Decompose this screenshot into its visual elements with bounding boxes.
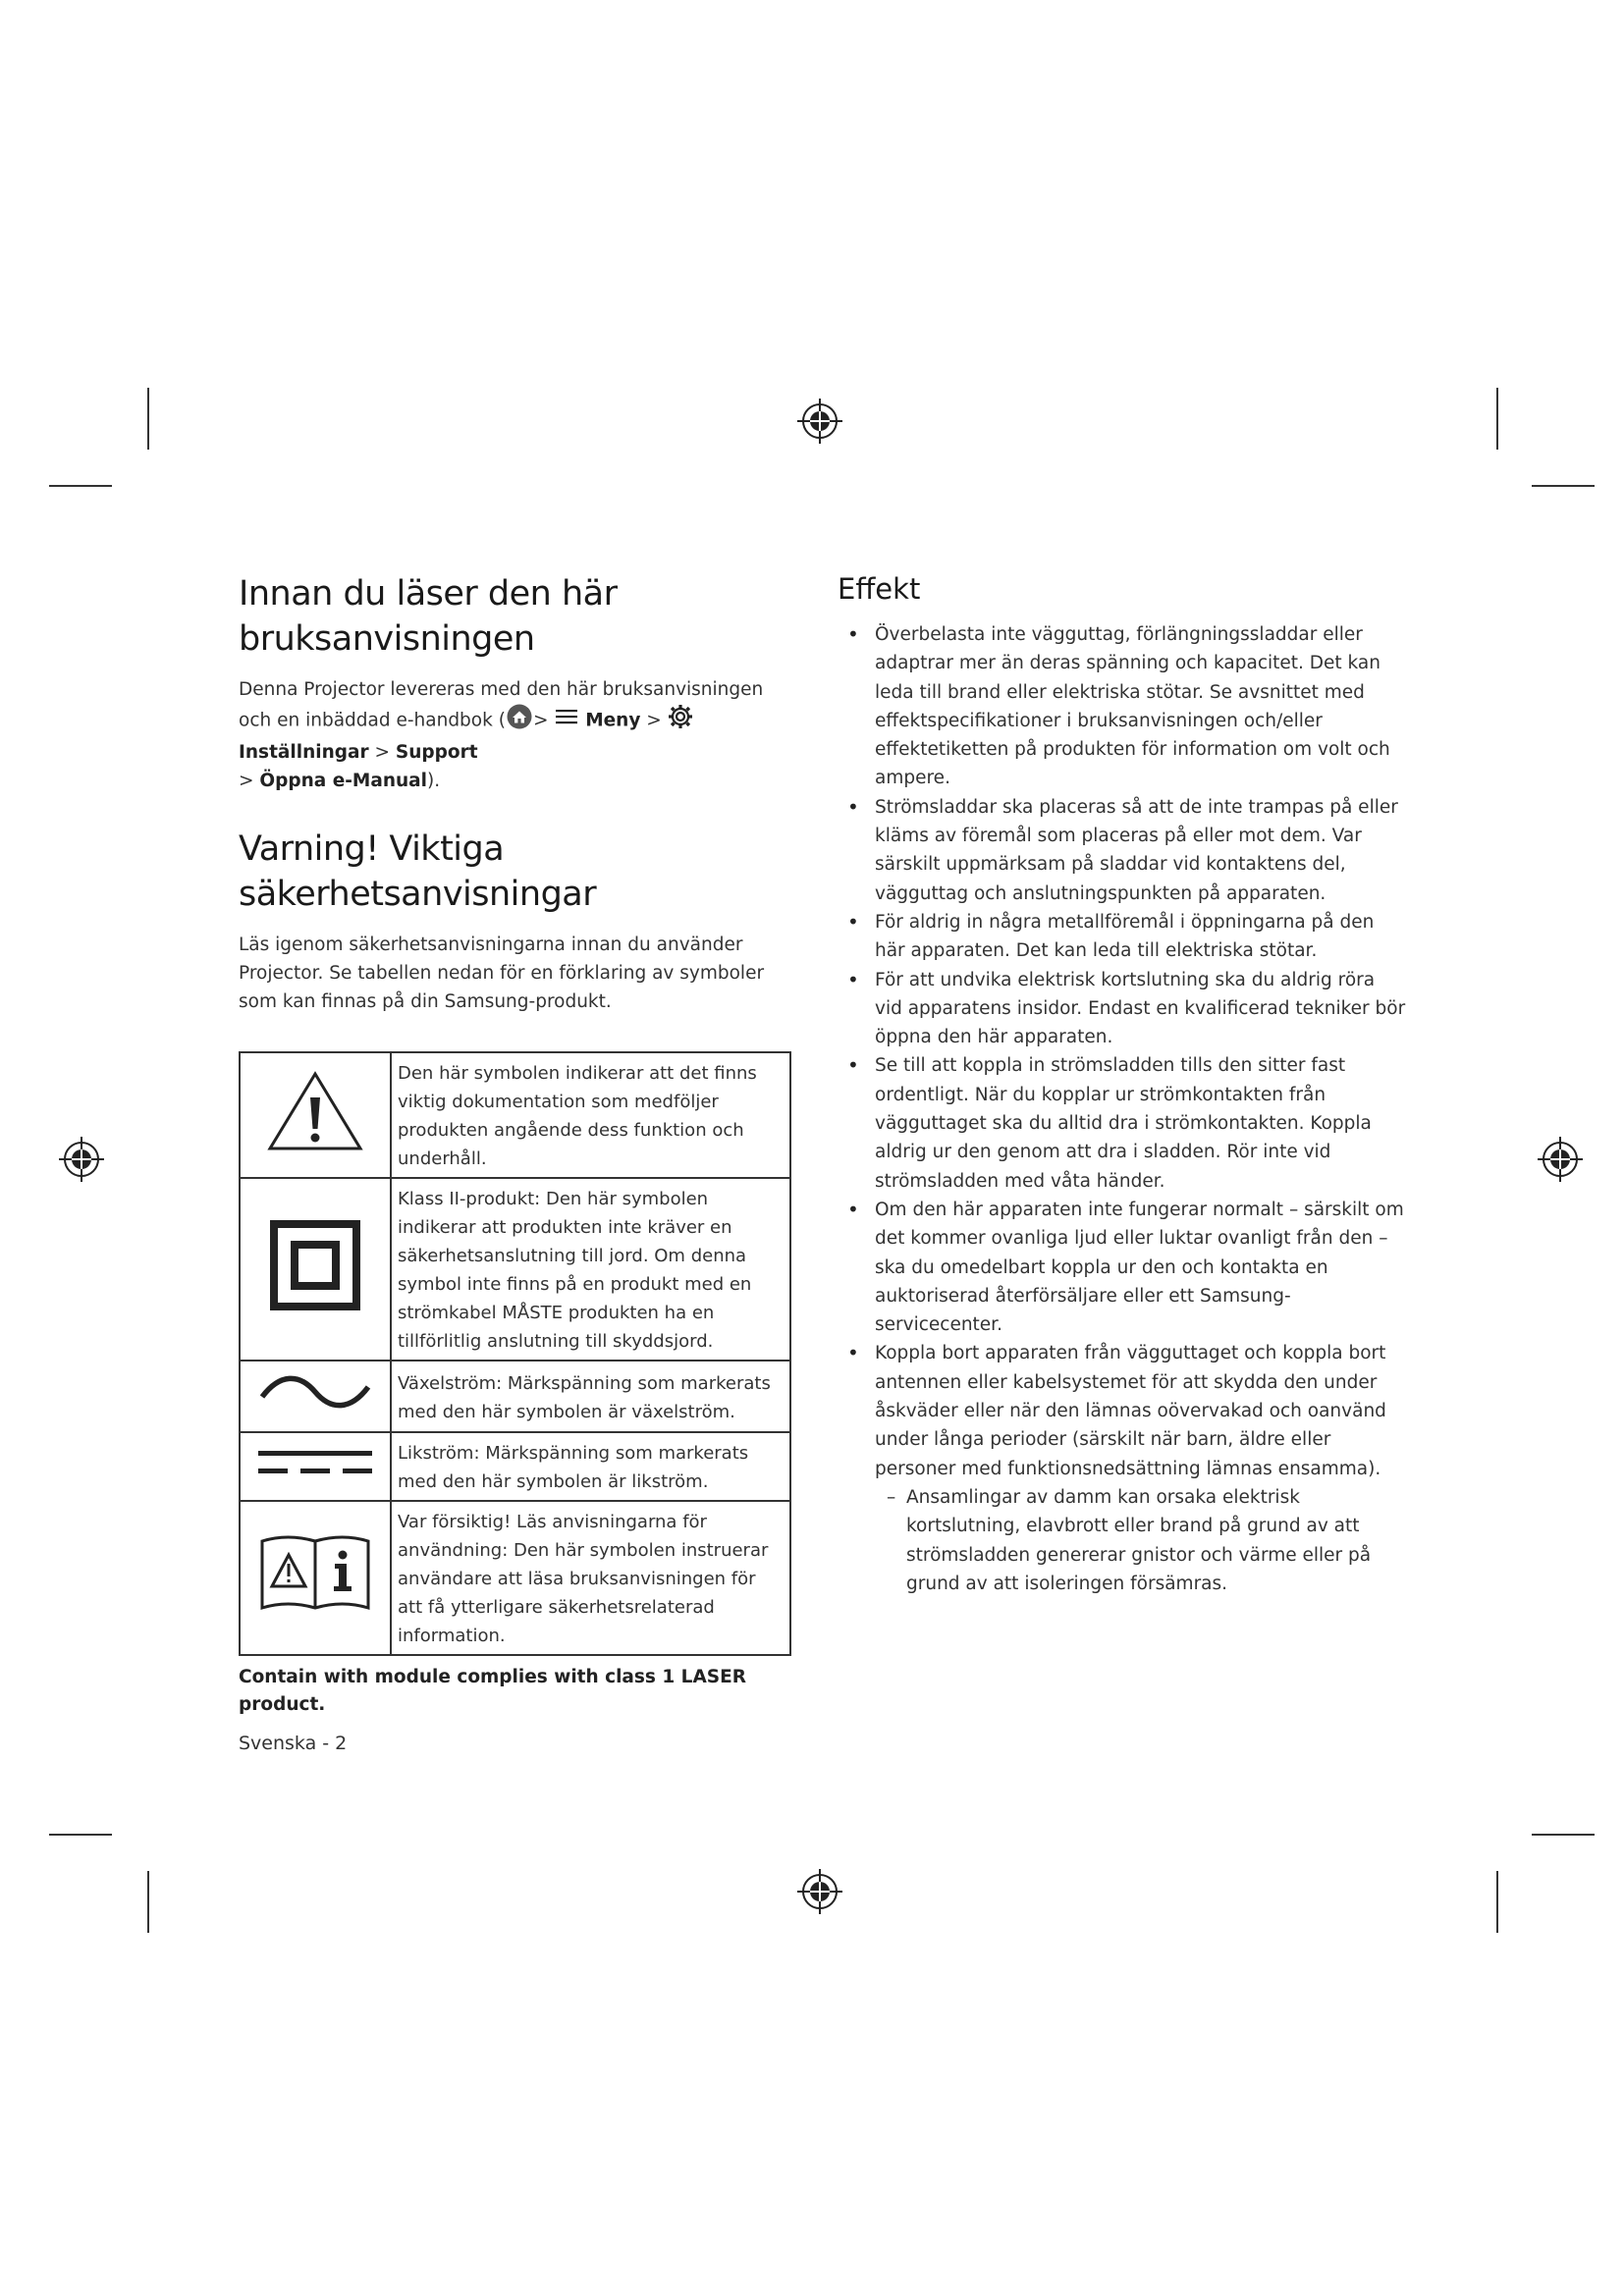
title-line: Varning! Viktiga bbox=[239, 829, 505, 869]
crop-mark-top-right-horizontal bbox=[1532, 485, 1595, 487]
right-column bbox=[838, 571, 1407, 1598]
symbol-description: Likström: Märkspänning som markerats med den här symbolen är likström. bbox=[391, 1432, 790, 1501]
list-item: • För aldrig in några metallföremål i öppningarna på den här apparaten. Det kan leda till elektriska stötar. bbox=[838, 908, 1407, 966]
read-instructions-icon bbox=[258, 1529, 372, 1618]
symbol-description: Klass II-produkt: Den här symbolen indikerar att produkten inte kräver en säkerhetsanslutning till jord. Om denna symbol inte finns på en produkt med en strömkabel MÅSTE produkten ha en tillförlitlig anslutning till skyddsjord. bbox=[391, 1178, 790, 1361]
title-line: säkerhetsanvisningar bbox=[239, 875, 597, 914]
registration-mark-icon bbox=[1536, 1135, 1585, 1184]
list-item: • Strömsladdar ska placeras så att de inte trampas på eller kläms av föremål som placeras på eller mot dem. Var särskilt uppmärksam på sladdar vid kontaktens del, vägguttag och anslutningspunkten på apparaten. bbox=[838, 793, 1407, 908]
crop-mark-top-right-vertical bbox=[1496, 388, 1498, 450]
crop-mark-top-left-vertical bbox=[147, 388, 149, 450]
intro-paragraph bbox=[239, 675, 798, 795]
table-row bbox=[240, 1178, 790, 1361]
power-bullet-list bbox=[838, 620, 1407, 1483]
symbol-table bbox=[239, 1051, 791, 1656]
dash-marker: – bbox=[887, 1486, 896, 1508]
home-icon bbox=[506, 704, 533, 738]
symbol-cell bbox=[240, 1432, 391, 1501]
symbol-description: Växelström: Märkspänning som markerats med den här symbolen är växelström. bbox=[391, 1361, 790, 1432]
registration-mark-icon bbox=[57, 1135, 106, 1184]
ac-wave-icon bbox=[258, 1367, 372, 1416]
intro-end: ). bbox=[426, 771, 441, 791]
path-separator: > bbox=[239, 771, 260, 791]
path-separator: > bbox=[368, 742, 396, 763]
registration-mark-icon bbox=[795, 397, 844, 446]
warning-triangle-icon bbox=[266, 1070, 364, 1152]
crop-mark-bottom-left-horizontal bbox=[49, 1834, 112, 1836]
registration-mark-icon bbox=[795, 1867, 844, 1916]
section-title-before-reading bbox=[239, 571, 798, 662]
table-row bbox=[240, 1052, 790, 1178]
table-row bbox=[240, 1501, 790, 1655]
path-separator: > bbox=[640, 710, 668, 731]
laser-note: Contain with module complies with class 1 LASER product. bbox=[239, 1667, 746, 1715]
table-row bbox=[240, 1361, 790, 1432]
path-separator: > bbox=[532, 710, 555, 731]
menu-icon bbox=[554, 707, 579, 735]
symbol-cell bbox=[240, 1361, 391, 1432]
section-title-power: Effekt bbox=[838, 572, 921, 606]
left-column bbox=[239, 571, 798, 1719]
crop-mark-bottom-left-vertical bbox=[147, 1871, 149, 1933]
list-item: • Koppla bort apparaten från vägguttaget och koppla bort antennen eller kabelsystemet för att skydda den under åskväder eller när den lämnas oövervakad och oanvänd under långa perioder (särskilt när barn, äldre eller personer med funktionsnedsättning lämnas ensamma). bbox=[838, 1339, 1407, 1482]
title-line: Innan du läser den här bbox=[239, 574, 618, 614]
sub-list-item bbox=[838, 1483, 1407, 1598]
class-ii-icon bbox=[266, 1216, 364, 1314]
table-row bbox=[240, 1432, 790, 1501]
list-item: • Om den här apparaten inte fungerar normalt – särskilt om det kommer ovanliga ljud eller luktar ovanligt från den – ska du omedelbart koppla ur den och kontakta en auktoriserad återförsäljare eller ett Samsung-servicecenter. bbox=[838, 1196, 1407, 1339]
emanual-label: Öppna e-Manual bbox=[259, 771, 427, 791]
section-title-safety bbox=[239, 827, 798, 917]
crop-mark-bottom-right-horizontal bbox=[1532, 1834, 1595, 1836]
page-footer: Svenska - 2 bbox=[239, 1733, 348, 1754]
sub-item-text: Ansamlingar av damm kan orsaka elektrisk kortslutning, elavbrott eller brand på grund av att strömsladden genererar gnistor och värme eller på grund av att isoleringen försämras. bbox=[906, 1486, 1372, 1594]
symbol-cell bbox=[240, 1501, 391, 1655]
list-item: • För att undvika elektrisk kortslutning ska du aldrig röra vid apparatens insidor. Endast en kvalificerad tekniker bör öppna den här apparaten. bbox=[838, 966, 1407, 1052]
menu-label: Meny bbox=[585, 710, 641, 731]
safety-intro-paragraph: Läs igenom säkerhetsanvisningarna innan du använder Projector. Se tabellen nedan för en förklaring av symboler som kan finnas på din Samsung-produkt. bbox=[239, 934, 765, 1012]
symbol-cell bbox=[240, 1178, 391, 1361]
symbol-cell bbox=[240, 1052, 391, 1178]
symbol-description: Var försiktig! Läs anvisningarna för användning: Den här symbolen instruerar användare att läsa bruksanvisningen för att få ytterligare säkerhetsrelaterad information. bbox=[391, 1501, 790, 1655]
settings-label: Inställningar bbox=[239, 742, 369, 763]
title-line: bruksanvisningen bbox=[239, 619, 535, 659]
gear-icon bbox=[668, 704, 693, 738]
crop-mark-top-left-horizontal bbox=[49, 485, 112, 487]
intro-text: Denna Projector levereras med den här bruksanvisningen och en inbäddad e-handbok ( bbox=[239, 679, 764, 731]
list-item: • Se till att koppla in strömsladden tills den sitter fast ordentligt. När du kopplar ur strömkontakten från vägguttaget ska du alltid dra i strömkontakten. Koppla aldrig ur den genom att dra i sladden. Rör inte vid strömsladden med våta händer. bbox=[838, 1051, 1407, 1195]
dc-icon bbox=[256, 1443, 374, 1482]
support-label: Support bbox=[395, 742, 478, 763]
symbol-description: Den här symbolen indikerar att det finns viktig dokumentation som medföljer produkten angående dess funktion och underhåll. bbox=[391, 1052, 790, 1178]
crop-mark-bottom-right-vertical bbox=[1496, 1871, 1498, 1933]
list-item: • Överbelasta inte vägguttag, förlängningssladdar eller adaptrar mer än deras spänning och kapacitet. Det kan leda till brand eller elektriska stötar. Se avsnittet med effektspecifikationer i bruksanvisningen och/eller effektetiketten på produkten för information om volt och ampere. bbox=[838, 620, 1407, 793]
